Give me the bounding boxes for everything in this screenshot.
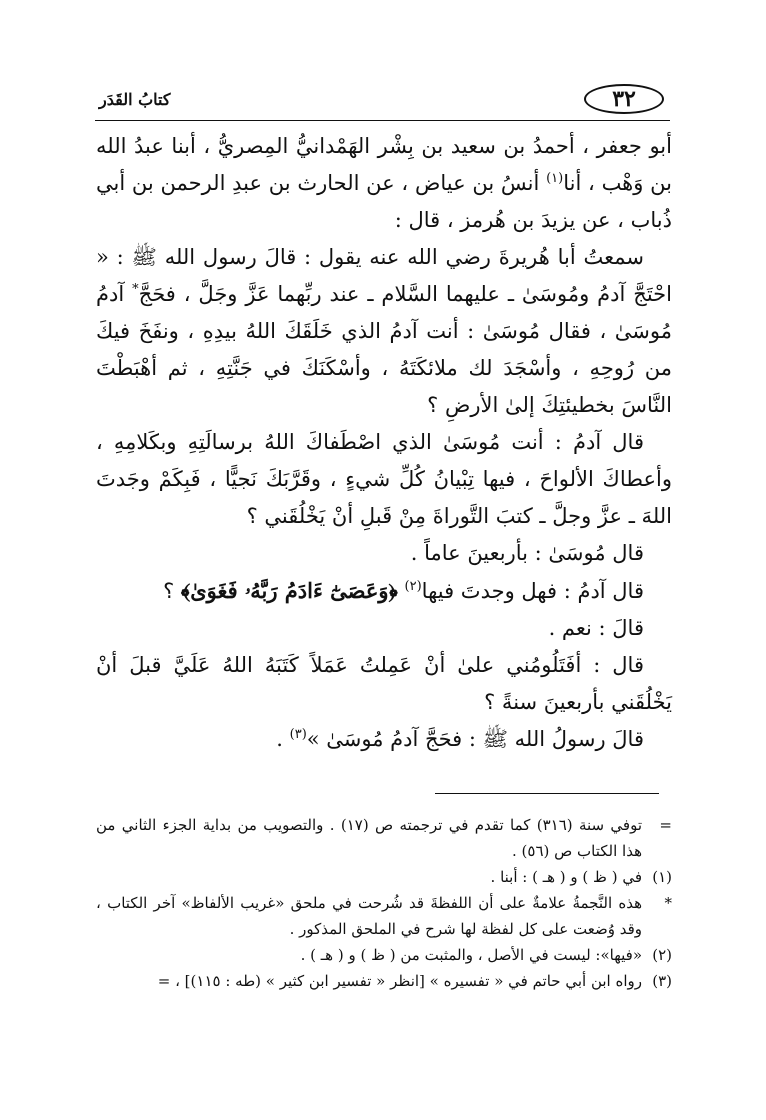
hadith-text — [96, 128, 672, 758]
text-line: أنسُ بن عياض ، عن الحارث بن عبدِ الرحمن بن أبي ذُباب ، — [96, 171, 672, 232]
footnote-item — [96, 890, 672, 942]
quran-verse: ﴿وَعَصَىٰٓ ءَادَمُ رَبَّهُۥ فَغَوَىٰ﴾ — [180, 578, 398, 603]
text-line: قال آدمُ : أنت مُوسَىٰ الذي اصْطَفاكَ اللهُ برسالَتِهِ وبكَلامِهِ ، — [96, 430, 644, 454]
text-line: آدمُ مُوسَىٰ ، فقال مُوسَىٰ : أنت آدمُ الذي خَلَقَكَ اللهُ بيدِهِ ، ونفَخَ — [96, 282, 672, 343]
text-line: سمعتُ أبا هُريرةَ رضي الله عنه يقول : قالَ رسول الله ﷺ : — [116, 245, 644, 269]
musa-yes-line: قالَ : نعم . — [548, 616, 644, 640]
footnote-marker: (٣) — [652, 972, 672, 990]
text-line: وَهْب ، أنا — [563, 171, 644, 195]
footnote-text: «فيها»: ليست في الأصل ، والمثبت من ( ظ ) و ( هـ ) . — [300, 946, 642, 964]
running-header — [95, 84, 670, 118]
prophet-conclusion-line — [96, 721, 672, 758]
text-line: أبو جعفر ، أحمدُ بن سعيد بن بِشْر الهَمْدانيُّ المِصريُّ ، أبنا عبدُ الله بن — [96, 134, 672, 195]
text-line: « احْتَجَّ آدمُ ومُوسَىٰ ـ عليهما السَّلام ـ عند ربِّهما عَزَّ وجَلَّ ، فحَجَّ — [96, 245, 672, 306]
footnotes — [96, 812, 672, 994]
matn-paragraph — [96, 239, 672, 424]
footnote-ref-3: (٣) — [289, 727, 307, 742]
footnote-item — [96, 968, 672, 994]
footnote-item — [96, 864, 672, 890]
text-line: ؟ — [163, 579, 181, 603]
isnad-paragraph — [96, 128, 672, 239]
footnote-marker: (٢) — [652, 946, 672, 964]
text-line: . — [276, 727, 290, 751]
text-line: عن يزيدَ بن هُرمز ، قال : — [394, 208, 611, 232]
page-number: ٣٢ — [584, 84, 664, 114]
text-line: وأعطاكَ الألواحَ ، فيها تِبْيانُ كُلِّ شيءٍ ، وقَرَّبَكَ نَجيًّا ، فَبِكَمْ — [158, 467, 672, 491]
footnote-text: في ( ظ ) و ( هـ ) : أبنا . — [490, 868, 642, 886]
musa-answer-line: قال مُوسَىٰ : بأربعينَ عاماً . — [410, 541, 644, 565]
footnote-ref-2: (٢) — [404, 579, 422, 594]
footnote-divider — [435, 793, 659, 794]
glossary-star-marker: * — [132, 282, 139, 297]
adam-question-line — [96, 572, 672, 610]
text-line: فيكَ من رُوحِهِ ، وأسْجَدَ لك ملائكَتَهُ ، وأسْكَنَكَ في جَنَّتِهِ ، ثم — [96, 319, 673, 380]
book-title: كتابُ القَدَر — [99, 90, 171, 109]
footnote-ref-1: (١) — [546, 171, 564, 186]
adam-final-paragraph — [96, 647, 672, 721]
text-line: بأربعينَ سنةً ؟ — [484, 690, 605, 714]
text-line: أهْبَطْتَ النَّاسَ بخطيئتِكَ إلىٰ الأرضِ ؟ — [96, 356, 672, 417]
footnote-text: رواه ابن أبي حاتم في « تفسيره » [انظر « تفسير ابن كثير » (طه : ١١٥)] ، = — [157, 972, 642, 990]
text-line: قال : أفَتَلُومُني علىٰ أنْ عَمِلتُ عَمَلاً كَتَبَهُ اللهُ عَلَيَّ قبلَ أنْ يَخْلُقَني — [96, 653, 672, 714]
footnote-item — [96, 942, 672, 968]
header-divider — [95, 120, 670, 121]
footnote-marker: * — [664, 894, 672, 912]
footnote-item — [96, 812, 672, 864]
footnote-text: هذه النَّجمةُ علامةٌ على أن اللفظةَ قد شُرحت في ملحق «غريب الألفاظ» آخر الكتاب ، وقد وُضعت على كل لفظة لها شرح في الملحق المذكور . — [96, 894, 642, 938]
footnote-marker: (١) — [652, 868, 672, 886]
text-line: قالَ رسولُ الله ﷺ : فحَجَّ آدمُ مُوسَىٰ » — [306, 727, 644, 751]
text-line: وجَدتَ اللهَ ـ عزَّ وجلَّ ـ كتبَ التَّوراةَ مِنْ قَبلِ أنْ يَخْلُقَني ؟ — [96, 467, 672, 528]
footnote-marker: = — [659, 816, 672, 834]
text-line: قال آدمُ : فهل وجدتَ فيها — [421, 579, 644, 603]
footnote-text: توفي سنة (٣١٦) كما تقدم في ترجمته ص (١٧) . والتصويب من بداية الجزء الثاني من هذا الكتاب ص (٥٦) . — [96, 816, 643, 860]
adam-reply-paragraph — [96, 424, 672, 535]
